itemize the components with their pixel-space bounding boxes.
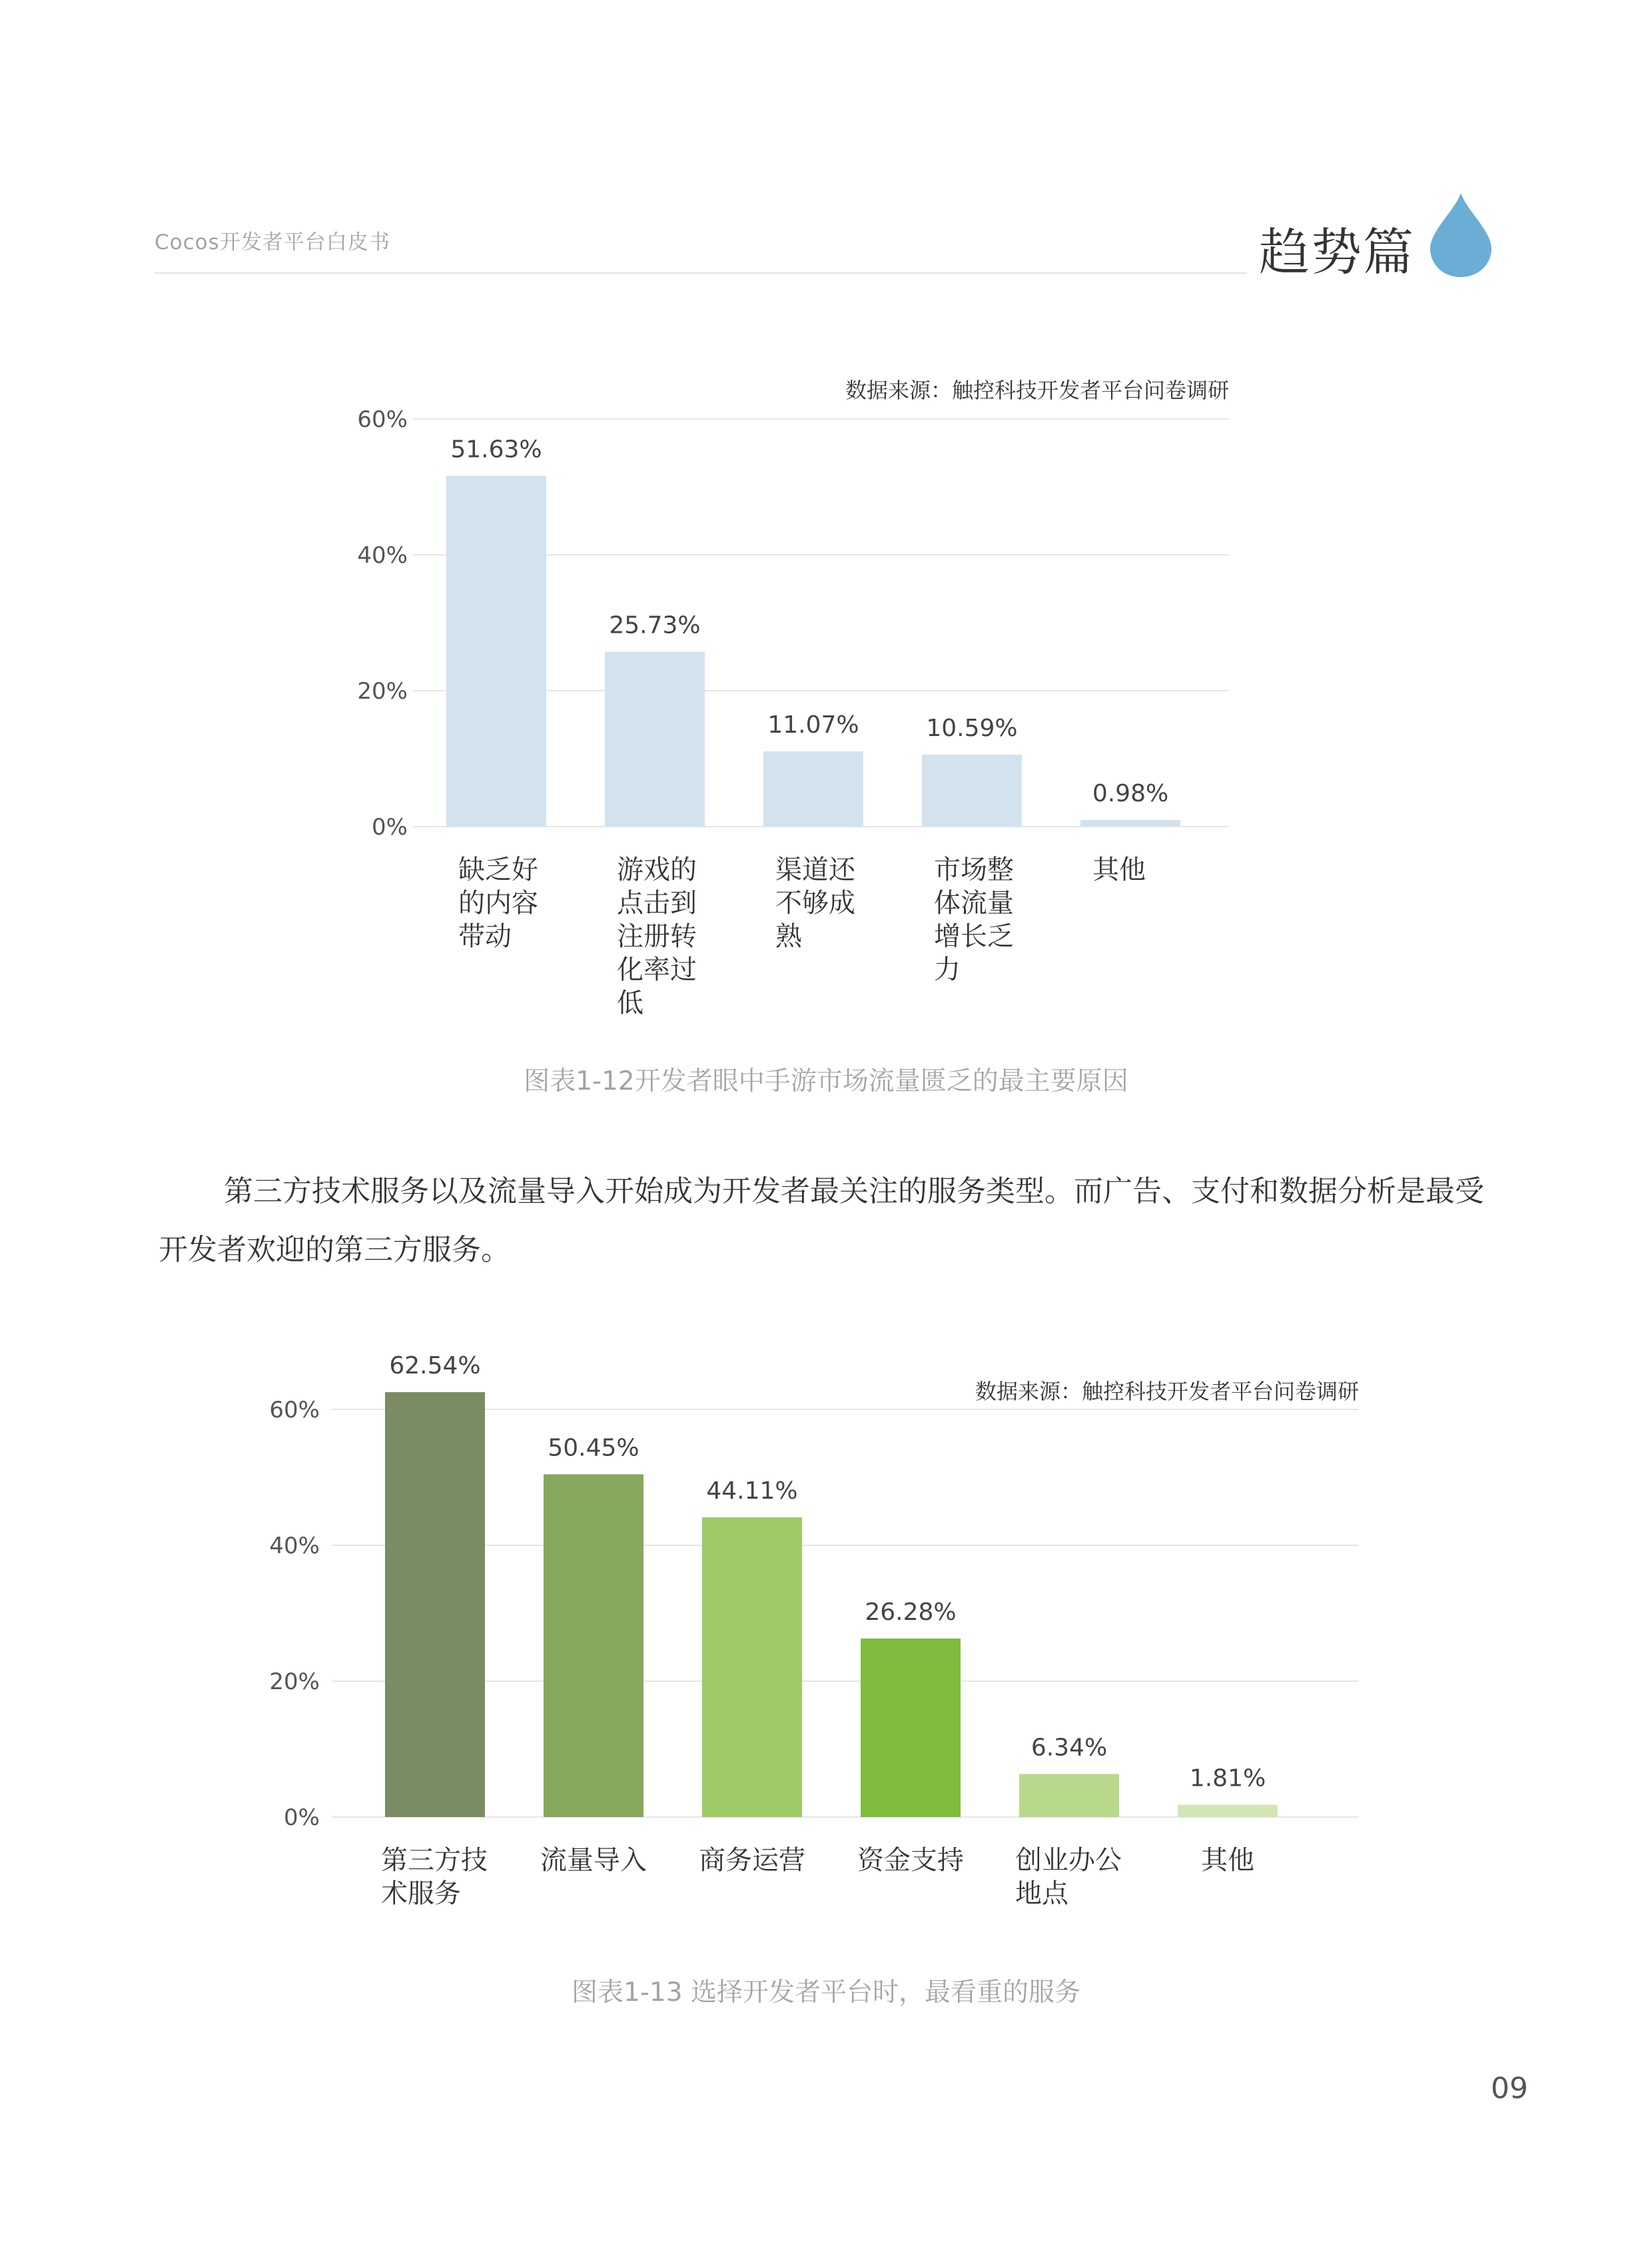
chart2-category-label: 商务运营 xyxy=(699,1845,805,1876)
chart2-bar xyxy=(861,1639,961,1817)
chart1-value-label: 11.07% xyxy=(767,711,859,739)
chart1-y-tick-label: 20% xyxy=(357,678,408,705)
water-drop-icon xyxy=(1428,192,1494,278)
document-title: Cocos开发者平台白皮书 xyxy=(155,230,390,254)
chart2-category-label: 创业办公地点 xyxy=(1015,1845,1122,1909)
chart1-caption: 图表1-12开发者眼中手游市场流量匮乏的最主要原因 xyxy=(524,1066,1128,1096)
chart2-y-tick-label: 40% xyxy=(269,1533,320,1559)
chart1-category-label: 市场整体流量增长乏力 xyxy=(934,855,1014,985)
chart2-y-tick-label: 0% xyxy=(284,1804,320,1831)
chart1-y-tick-label: 0% xyxy=(372,814,408,841)
chart2-y-tick-label: 60% xyxy=(269,1397,320,1423)
chart1-bar xyxy=(605,652,705,827)
services-bar-chart xyxy=(253,1339,1386,1925)
section-title: 趋势篇 xyxy=(1259,222,1415,282)
chart1-bar xyxy=(446,476,546,827)
chart2-caption: 图表1-13 选择开发者平台时，最看重的服务 xyxy=(572,1978,1080,2008)
chart1-bar xyxy=(922,755,1022,827)
chart2-category-label: 资金支持 xyxy=(857,1845,964,1876)
chart2-bar xyxy=(1019,1774,1119,1817)
chart1-category-label: 游戏的点击到注册转化率过低 xyxy=(617,855,697,1018)
chart1-bar xyxy=(1080,820,1180,827)
chart2-value-label: 26.28% xyxy=(865,1598,957,1626)
chart1-value-label: 51.63% xyxy=(450,436,542,464)
chart1-value-label: 0.98% xyxy=(1092,780,1169,808)
reasons-bar-chart xyxy=(333,360,1266,1039)
chart2-bar xyxy=(1178,1805,1278,1817)
page-number: 09 xyxy=(1491,2071,1528,2105)
chart2-category-label: 流量导入 xyxy=(540,1845,647,1876)
chart1-value-label: 10.59% xyxy=(926,714,1018,742)
chart2-source-note: 数据来源：触控科技开发者平台问卷调研 xyxy=(975,1379,1359,1404)
header-divider xyxy=(155,272,1247,274)
chart2-value-label: 1.81% xyxy=(1189,1764,1266,1792)
chart2-y-tick-label: 20% xyxy=(269,1669,320,1695)
chart2-category-label: 其他 xyxy=(1201,1845,1254,1876)
chart1-category-label: 渠道还不够成熟 xyxy=(775,855,855,952)
chart2-category-label: 第三方技术服务 xyxy=(381,1845,488,1909)
chart2-value-label: 62.54% xyxy=(389,1352,481,1380)
chart1-category-label: 其他 xyxy=(1092,855,1146,885)
chart2-value-label: 44.11% xyxy=(706,1477,798,1505)
chart2-value-label: 6.34% xyxy=(1031,1734,1108,1762)
chart2-bar xyxy=(544,1474,643,1817)
chart2-bar xyxy=(385,1392,485,1817)
chart2-value-label: 50.45% xyxy=(548,1434,639,1462)
chart1-source-note: 数据来源：触控科技开发者平台问卷调研 xyxy=(845,378,1229,403)
chart1-category-label: 缺乏好的内容带动 xyxy=(458,855,538,952)
chart1-y-tick-label: 40% xyxy=(357,542,408,569)
body-paragraph: 第三方技术服务以及流量导入开始成为开发者最关注的服务类型。而广告、支付和数据分析是最受开发者欢迎的第三方服务。 xyxy=(159,1174,1484,1267)
chart1-value-label: 25.73% xyxy=(609,611,701,639)
chart1-bar xyxy=(763,751,863,827)
chart1-y-tick-label: 60% xyxy=(357,406,408,433)
chart2-bar xyxy=(702,1517,802,1817)
